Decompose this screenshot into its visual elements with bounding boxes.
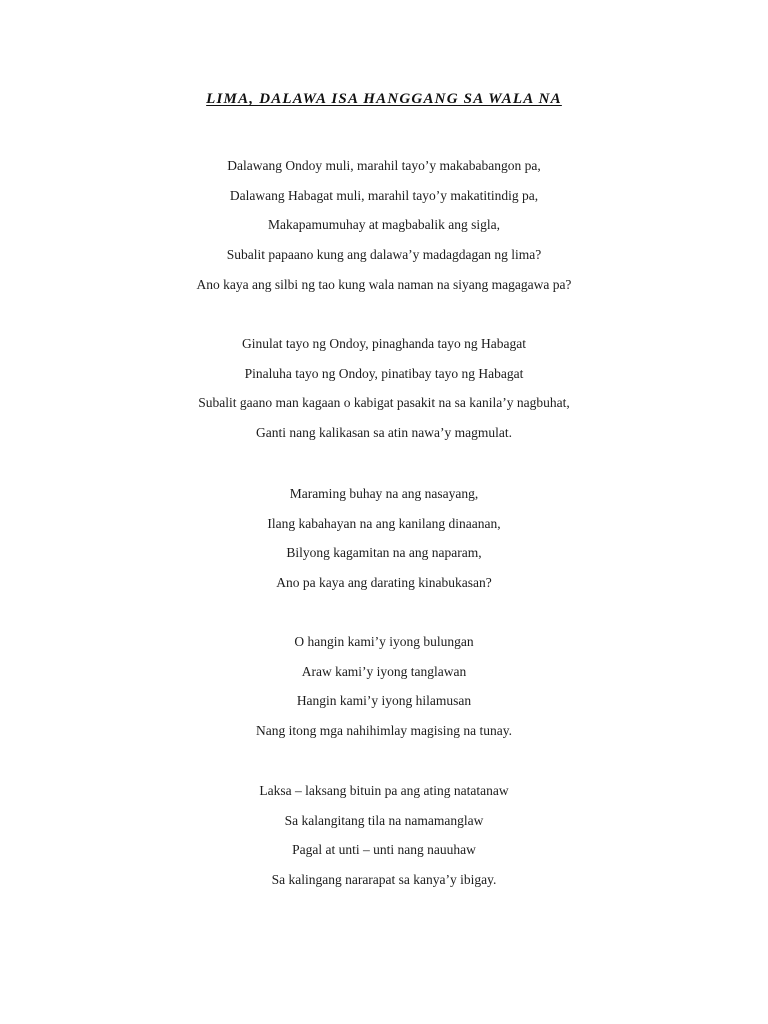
stanza-1 [0,151,768,299]
poem-line: Ginulat tayo ng Ondoy, pinaghanda tayo ng Habagat [241,336,527,351]
poem-line: Laksa – laksang bituin pa ang ating natatanaw [259,783,509,798]
poem-line: Dalawang Habagat muli, marahil tayo’y makatitindig pa, [229,187,539,203]
poem-line: Dalawang Ondoy muli, marahil tayo’y makababangon pa, [227,158,541,173]
poem-line: Sa kalangitang tila na namamanglaw [284,812,484,828]
poem-line: Bilyong kagamitan na ang naparam, [286,545,482,561]
poem-title: LIMA, DALAWA ISA HANGGANG SA WALA NA [206,91,562,107]
poem-line: Araw kami’y iyong tanglawan [301,663,467,679]
poem-line: Subalit papaano kung ang dalawa’y madagdagan ng lima? [226,247,542,263]
stanza-4 [0,627,768,746]
poem-line: Ano pa kaya ang darating kinabukasan? [276,575,492,591]
poem-line: Ganti nang kalikasan sa atin nawa’y magmulat. [255,425,513,441]
poem-line: Sa kalingang nararapat sa kanya’y ibigay. [271,872,497,888]
stanza-5 [0,776,768,895]
poem-line: Nang itong mga nahihimlay magising na tunay. [256,723,512,739]
poem-line: Makapamumuhay at magbabalik ang sigla, [267,217,501,233]
stanza-3 [0,479,768,598]
poem-line: O hangin kami’y iyong bulungan [294,634,474,649]
poem-line: Hangin kami’y iyong hilamusan [296,693,472,709]
poem-line: Ano kaya ang silbi ng tao kung wala naman na siyang magagawa pa? [196,276,572,292]
poem-line: Ilang kabahayan na ang kanilang dinaanan, [267,515,501,531]
stanza-2 [0,329,768,448]
poem-line: Pagal at unti – unti nang nauuhaw [292,842,476,858]
poem-line: Subalit gaano man kagaan o kabigat pasakit na sa kanila’y nagbuhat, [198,395,570,411]
poem-line: Maraming buhay na ang nasayang, [289,486,479,501]
poem-line: Pinaluha tayo ng Ondoy, pinatibay tayo ng Habagat [244,365,524,381]
